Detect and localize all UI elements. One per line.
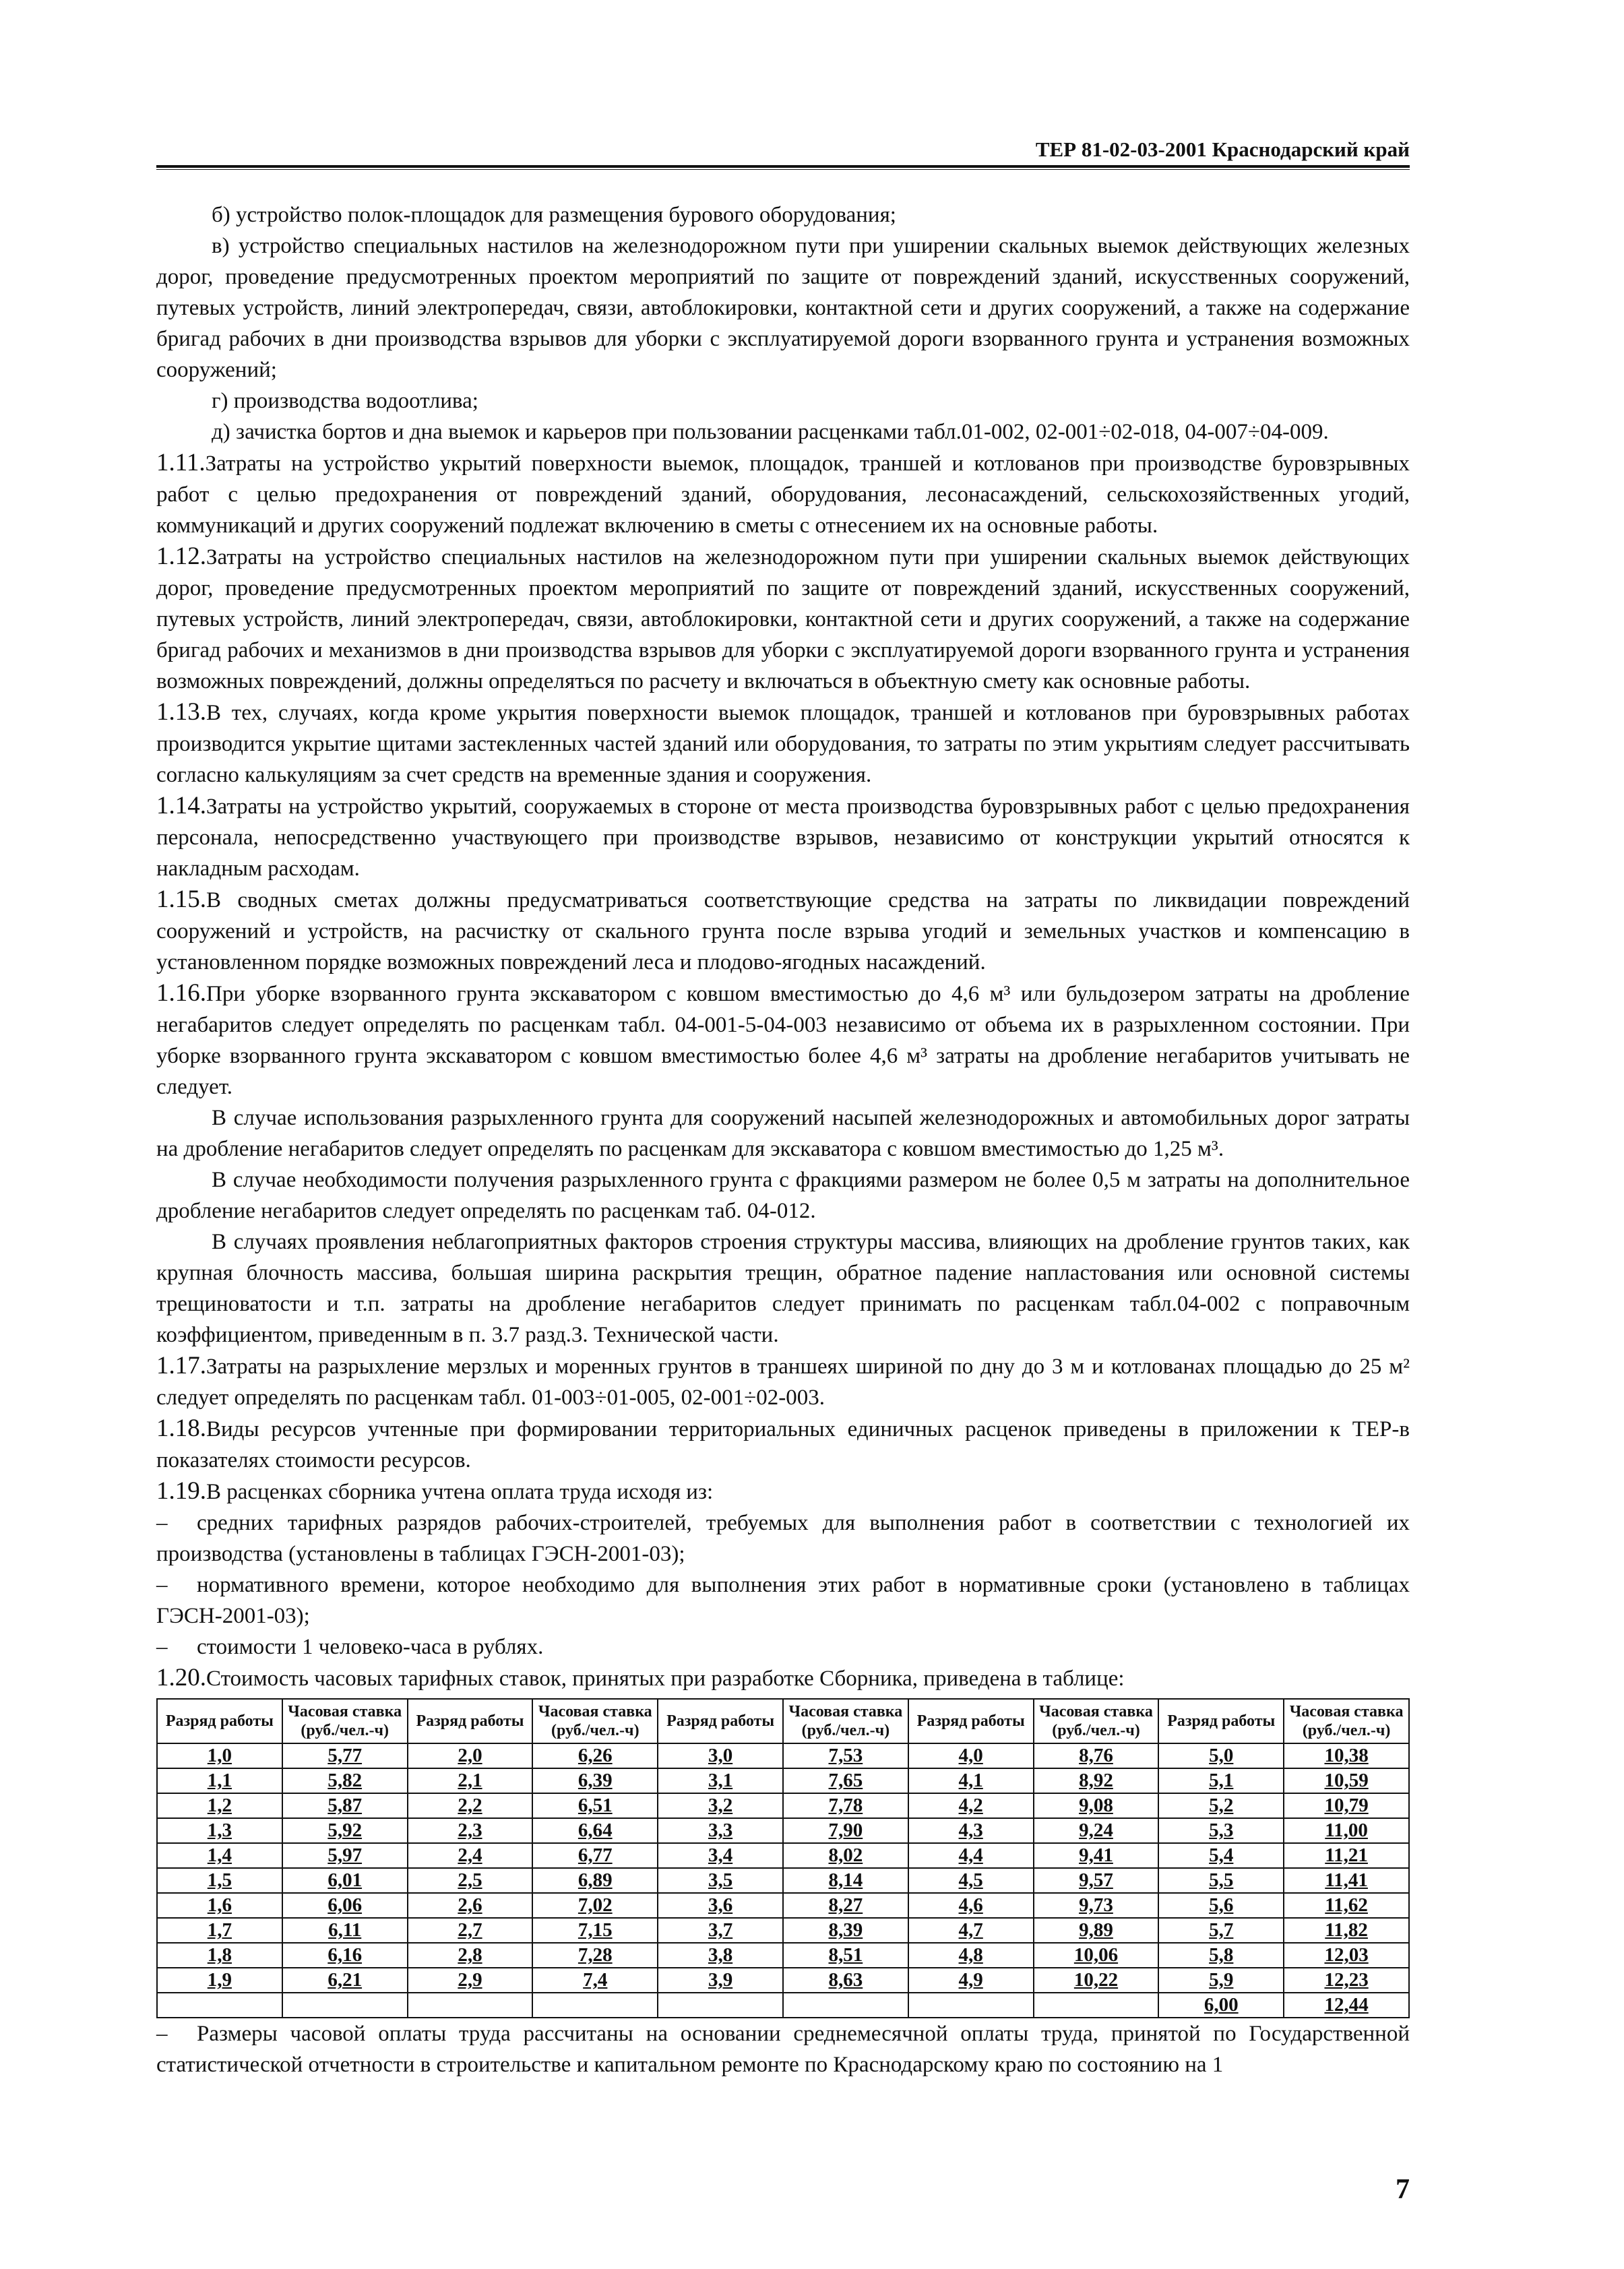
clause-1-13	[156, 697, 1410, 790]
table-cell: 2,1	[408, 1768, 533, 1793]
table-cell: 5,82	[282, 1768, 408, 1793]
table-cell: 3,5	[658, 1868, 783, 1893]
clause-text: Стоимость часовых тарифных ставок, принятых при разработке Сборника, приведена в таблице:	[206, 1667, 1125, 1691]
clause-1-19	[156, 1476, 1410, 1508]
table-cell: 7,02	[532, 1893, 658, 1918]
dash-item	[156, 1508, 1410, 1569]
clause-1-16	[156, 978, 1410, 1102]
table-cell: 2,6	[408, 1893, 533, 1918]
table-cell: 3,0	[658, 1743, 783, 1768]
table-cell: 11,62	[1284, 1893, 1409, 1918]
dash-item-text: нормативного времени, которое необходимо для выполнения этих работ в нормативные сроки (установлено в таблицах ГЭСН-2001-03);	[156, 1573, 1410, 1628]
dash-item	[156, 1631, 1410, 1662]
table-cell: 2,4	[408, 1843, 533, 1868]
clause-1-20	[156, 1662, 1410, 1694]
table-cell: 1,2	[157, 1793, 282, 1818]
table-cell: 5,0	[1158, 1743, 1284, 1768]
clause-number: 1.15.	[156, 885, 206, 913]
clause-text: При уборке взорванного грунта экскаватором с ковшом вместимостью до 4,6 м³ или бульдозером затраты на дробление негабаритов следует определять по расценкам табл. 04-001-5-04-003 независимо от объема их в разрыхленном состоянии. При уборке взорванного грунта экскаватором с ковшом вместимостью более 4,6 м³ затраты на дробление негабаритов учитывать не следует.	[156, 982, 1410, 1099]
table-cell: 1,0	[157, 1743, 282, 1768]
table-cell: 4,7	[908, 1918, 1034, 1943]
dash-item-text: средних тарифных разрядов рабочих-строителей, требуемых для выполнения работ в соответствии с технологией их производства (установлены в таблицах ГЭСН-2001-03);	[156, 1511, 1410, 1566]
table-cell: 7,78	[783, 1793, 908, 1818]
paragraph-116-c: В случаях проявления неблагоприятных факторов строения структуры массива, влияющих на дробление грунтов таких, как крупная блочность массива, большая ширина раскрытия трещин, обратное падение напластования или основной системы трещиноватости и т.п. затраты на дробление негабаритов следует принимать по расценкам табл.04-002 с поправочным коэффициентом, приведенным в п. 3.7 разд.3. Технической части.	[156, 1230, 1410, 1347]
table-row	[157, 1893, 1409, 1918]
clause-1-11	[156, 447, 1410, 541]
table-cell: 5,4	[1158, 1843, 1284, 1868]
table-cell: 7,15	[532, 1918, 658, 1943]
table-cell: 6,51	[532, 1793, 658, 1818]
table-cell: 8,02	[783, 1843, 908, 1868]
table-cell	[908, 1993, 1034, 2018]
table-cell: 2,5	[408, 1868, 533, 1893]
column-header: Разряд работы	[157, 1699, 282, 1743]
table-cell: 6,64	[532, 1818, 658, 1843]
table-cell: 3,7	[658, 1918, 783, 1943]
table-cell: 5,92	[282, 1818, 408, 1843]
table-cell: 9,08	[1034, 1793, 1159, 1818]
column-header: Разряд работы	[1158, 1699, 1284, 1743]
table-cell	[532, 1993, 658, 2018]
table-cell: 3,3	[658, 1818, 783, 1843]
table-cell: 1,6	[157, 1893, 282, 1918]
table-cell: 5,8	[1158, 1943, 1284, 1968]
clause-text: Затраты на устройство специальных настилов на железнодорожном пути при уширении скальных выемок действующих дорог, проведение предусмотренных проектом мероприятий по защите от повреждений зданий, искусственных сооружений, путевых устройств, линий электропередач, связи, автоблокировки, контактной сети и других сооружений, а также на содержание бригад рабочих и механизмов в дни производства взрывов для уборки с эксплуатируемой дороги взорванного грунта и устранения возможных повреждений, должны определяться по расчету и включаться в объектную смету как основные работы.	[156, 545, 1410, 693]
table-cell: 7,4	[532, 1968, 658, 1993]
table-row	[157, 1743, 1409, 1768]
table-cell: 10,22	[1034, 1968, 1159, 1993]
clause-text: В расценках сборника учтена оплата труда исходя из:	[206, 1480, 714, 1504]
table-cell: 4,8	[908, 1943, 1034, 1968]
table-cell: 5,7	[1158, 1918, 1284, 1943]
table-cell: 4,1	[908, 1768, 1034, 1793]
table-cell: 5,9	[1158, 1968, 1284, 1993]
table-cell: 4,2	[908, 1793, 1034, 1818]
column-header: Разряд работы	[908, 1699, 1034, 1743]
clause-1-12	[156, 541, 1410, 697]
table-cell: 1,7	[157, 1918, 282, 1943]
table-cell: 11,82	[1284, 1918, 1409, 1943]
table-cell: 5,5	[1158, 1868, 1284, 1893]
table-cell: 2,8	[408, 1943, 533, 1968]
table-cell: 1,8	[157, 1943, 282, 1968]
clause-1-18	[156, 1413, 1410, 1476]
table-cell: 12,44	[1284, 1993, 1409, 2018]
table-row	[157, 1768, 1409, 1793]
table-cell: 3,4	[658, 1843, 783, 1868]
clause-text: Затраты на устройство укрытий поверхности выемок, площадок, траншей и котлованов при производстве буровзрывных работ с целью предохранения от повреждений зданий, оборудования, лесонасаждений, сельскохозяйственных угодий, коммуникаций и других сооружений подлежат включению в сметы с отнесением их на основные работы.	[156, 452, 1410, 538]
table-cell: 10,59	[1284, 1768, 1409, 1793]
table-cell: 11,21	[1284, 1843, 1409, 1868]
clause-number: 1.16.	[156, 979, 206, 1007]
table-cell: 2,2	[408, 1793, 533, 1818]
dash-bullet: –	[156, 2022, 168, 2046]
table-cell: 6,26	[532, 1743, 658, 1768]
item-b: б) устройство полок-площадок для размещения бурового оборудования;	[212, 203, 896, 227]
column-header: Разряд работы	[408, 1699, 533, 1743]
clause-1-14	[156, 790, 1410, 884]
table-row	[157, 1968, 1409, 1993]
table-row	[157, 1818, 1409, 1843]
table-cell	[1034, 1993, 1159, 2018]
paragraph-116-b: В случае необходимости получения разрыхленного грунта с фракциями размером не более 0,5 м затраты на дополнительное дробление негабаритов следует определять по расценкам таб. 04-012.	[156, 1168, 1410, 1223]
column-header: Часовая ставка (руб./чел.-ч)	[1034, 1699, 1159, 1743]
table-cell	[157, 1993, 282, 2018]
table-cell: 1,3	[157, 1818, 282, 1843]
clause-text: В тех, случаях, когда кроме укрытия поверхности выемок площадок, траншей и котлованов при буровзрывных работах производится укрытие щитами застекленных частей зданий или оборудования, то затраты по этим укрытиям следует рассчитывать согласно калькуляциям за счет средств на временные здания и сооружения.	[156, 701, 1410, 787]
table-cell: 10,06	[1034, 1943, 1159, 1968]
clause-number: 1.18.	[156, 1415, 206, 1442]
table-cell: 7,53	[783, 1743, 908, 1768]
table-cell: 4,0	[908, 1743, 1034, 1768]
column-header: Разряд работы	[658, 1699, 783, 1743]
clause-number: 1.13.	[156, 698, 206, 726]
dash-item-text: стоимости 1 человеко-часа в рублях.	[197, 1635, 544, 1659]
document-body	[156, 199, 1410, 2080]
table-cell: 9,73	[1034, 1893, 1159, 1918]
table-cell: 5,77	[282, 1743, 408, 1768]
table-cell: 2,3	[408, 1818, 533, 1843]
table-cell: 3,8	[658, 1943, 783, 1968]
table-cell: 5,87	[282, 1793, 408, 1818]
table-cell: 1,9	[157, 1968, 282, 1993]
table-body	[157, 1743, 1409, 2018]
table-row	[157, 1868, 1409, 1893]
dash-item	[156, 1569, 1410, 1631]
table-cell: 12,03	[1284, 1943, 1409, 1968]
clause-number: 1.12.	[156, 542, 206, 570]
table-cell: 9,57	[1034, 1868, 1159, 1893]
clause-number: 1.17.	[156, 1352, 206, 1379]
table-cell: 6,39	[532, 1768, 658, 1793]
running-header: ТЕР 81-02-03-2001 Краснодарский край	[1035, 137, 1410, 161]
table-cell	[408, 1993, 533, 2018]
table-cell: 3,6	[658, 1893, 783, 1918]
table-cell: 4,4	[908, 1843, 1034, 1868]
item-g: г) производства водоотлива;	[212, 389, 478, 413]
column-header: Часовая ставка (руб./чел.-ч)	[282, 1699, 408, 1743]
table-cell: 8,51	[783, 1943, 908, 1968]
table-cell: 4,6	[908, 1893, 1034, 1918]
table-cell: 10,38	[1284, 1743, 1409, 1768]
table-row	[157, 1918, 1409, 1943]
table-cell: 6,89	[532, 1868, 658, 1893]
dash-bullet: –	[156, 1511, 168, 1535]
column-header: Часовая ставка (руб./чел.-ч)	[532, 1699, 658, 1743]
table-cell: 5,6	[1158, 1893, 1284, 1918]
table-cell: 2,7	[408, 1918, 533, 1943]
table-cell: 5,97	[282, 1843, 408, 1868]
table-row	[157, 1843, 1409, 1868]
table-cell: 9,41	[1034, 1843, 1159, 1868]
table-header-row	[157, 1699, 1409, 1743]
column-header: Часовая ставка (руб./чел.-ч)	[1284, 1699, 1409, 1743]
table-cell: 4,3	[908, 1818, 1034, 1843]
table-cell: 3,9	[658, 1968, 783, 1993]
table-cell: 11,00	[1284, 1818, 1409, 1843]
item-d: д) зачистка бортов и дна выемок и карьеров при пользовании расценками табл.01-002, 02-001÷02-018, 04-007÷04-009.	[212, 420, 1329, 444]
table-row	[157, 1943, 1409, 1968]
table-cell: 2,9	[408, 1968, 533, 1993]
table-cell: 7,28	[532, 1943, 658, 1968]
dash-bullet: –	[156, 1635, 168, 1659]
table-cell: 8,92	[1034, 1768, 1159, 1793]
table-cell: 2,0	[408, 1743, 533, 1768]
table-cell: 6,00	[1158, 1993, 1284, 2018]
clause-1-15	[156, 884, 1410, 978]
table-cell: 8,76	[1034, 1743, 1159, 1768]
table-cell: 6,11	[282, 1918, 408, 1943]
table-cell: 8,27	[783, 1893, 908, 1918]
clause-1-17	[156, 1350, 1410, 1413]
table-cell: 3,1	[658, 1768, 783, 1793]
table-row	[157, 1993, 1409, 2018]
table-cell: 5,3	[1158, 1818, 1284, 1843]
table-cell: 5,2	[1158, 1793, 1284, 1818]
table-cell: 12,23	[1284, 1968, 1409, 1993]
clause-text: Затраты на разрыхление мерзлых и моренных грунтов в траншеях шириной по дну до 3 м и котлованах площадью до 25 м² следует определять по расценкам табл. 01-003÷01-005, 02-001÷02-003.	[156, 1355, 1410, 1410]
table-cell: 8,39	[783, 1918, 908, 1943]
table-cell: 10,79	[1284, 1793, 1409, 1818]
table-cell	[658, 1993, 783, 2018]
clause-number: 1.19.	[156, 1477, 206, 1505]
table-cell: 1,5	[157, 1868, 282, 1893]
table-cell: 3,2	[658, 1793, 783, 1818]
table-row	[157, 1793, 1409, 1818]
table-cell: 1,4	[157, 1843, 282, 1868]
dash-item-text: Размеры часовой оплаты труда рассчитаны на основании среднемесячной оплаты труда, принятой по Государственной статистической отчетности в строительстве и капитальном ремонте по Краснодарскому краю по состоянию на 1	[156, 2022, 1410, 2077]
table-cell: 8,14	[783, 1868, 908, 1893]
table-cell	[783, 1993, 908, 2018]
clause-text: В сводных сметах должны предусматриваться соответствующие средства на затраты по ликвидации повреждений сооружений и устройств, на расчистку от скального грунта после взрыва угодий и земельных участков и компенсацию в установленном порядке возможных повреждений леса и плодово-ягодных насаждений.	[156, 888, 1410, 974]
table-cell: 4,5	[908, 1868, 1034, 1893]
table-cell: 6,77	[532, 1843, 658, 1868]
table-cell: 9,24	[1034, 1818, 1159, 1843]
table-cell: 5,1	[1158, 1768, 1284, 1793]
table-cell: 6,01	[282, 1868, 408, 1893]
clause-number: 1.11.	[156, 449, 206, 476]
clause-number: 1.20.	[156, 1664, 206, 1691]
table-cell: 7,90	[783, 1818, 908, 1843]
item-v: в) устройство специальных настилов на железнодорожном пути при уширении скальных выемок действующих железных дорог, проведение предусмотренных проектом мероприятий по защите от повреждений зданий, искусственных сооружений, путевых устройств, линий электропередач, связи, автоблокировки, контактной сети и других сооружений, а также на содержание бригад рабочих в дни производства взрывов для уборки с эксплуатируемой дороги взорванного грунта и устранения возможных сооружений;	[156, 234, 1410, 382]
table-cell: 9,89	[1034, 1918, 1159, 1943]
table-cell: 4,9	[908, 1968, 1034, 1993]
header-rule	[156, 165, 1410, 170]
clause-text: Затраты на устройство укрытий, сооружаемых в стороне от места производства буровзрывных работ с целью предохранения персонала, непосредственно участвующего при производстве взрывов, независимо от конструкции укрытий относятся к накладным расходам.	[156, 795, 1410, 881]
page-number: 7	[1396, 2174, 1410, 2205]
footer-dash-item	[156, 2018, 1410, 2080]
dash-bullet: –	[156, 1573, 168, 1597]
table-cell: 6,21	[282, 1968, 408, 1993]
table-cell	[282, 1993, 408, 2018]
table-cell: 8,63	[783, 1968, 908, 1993]
table-cell: 11,41	[1284, 1868, 1409, 1893]
table-cell: 7,65	[783, 1768, 908, 1793]
paragraph-116-a: В случае использования разрыхленного грунта для сооружений насыпей железнодорожных и автомобильных дорог затраты на дробление негабаритов следует определять по расценкам для экскаватора с ковшом вместимостью до 1,25 м³.	[156, 1106, 1410, 1161]
table-cell: 6,16	[282, 1943, 408, 1968]
hourly-rates-table	[156, 1698, 1410, 2018]
table-cell: 6,06	[282, 1893, 408, 1918]
column-header: Часовая ставка (руб./чел.-ч)	[783, 1699, 908, 1743]
clause-text: Виды ресурсов учтенные при формировании территориальных единичных расценок приведены в приложении к ТЕР-в показателях стоимости ресурсов.	[156, 1417, 1410, 1472]
clause-number: 1.14.	[156, 792, 206, 819]
table-cell: 1,1	[157, 1768, 282, 1793]
